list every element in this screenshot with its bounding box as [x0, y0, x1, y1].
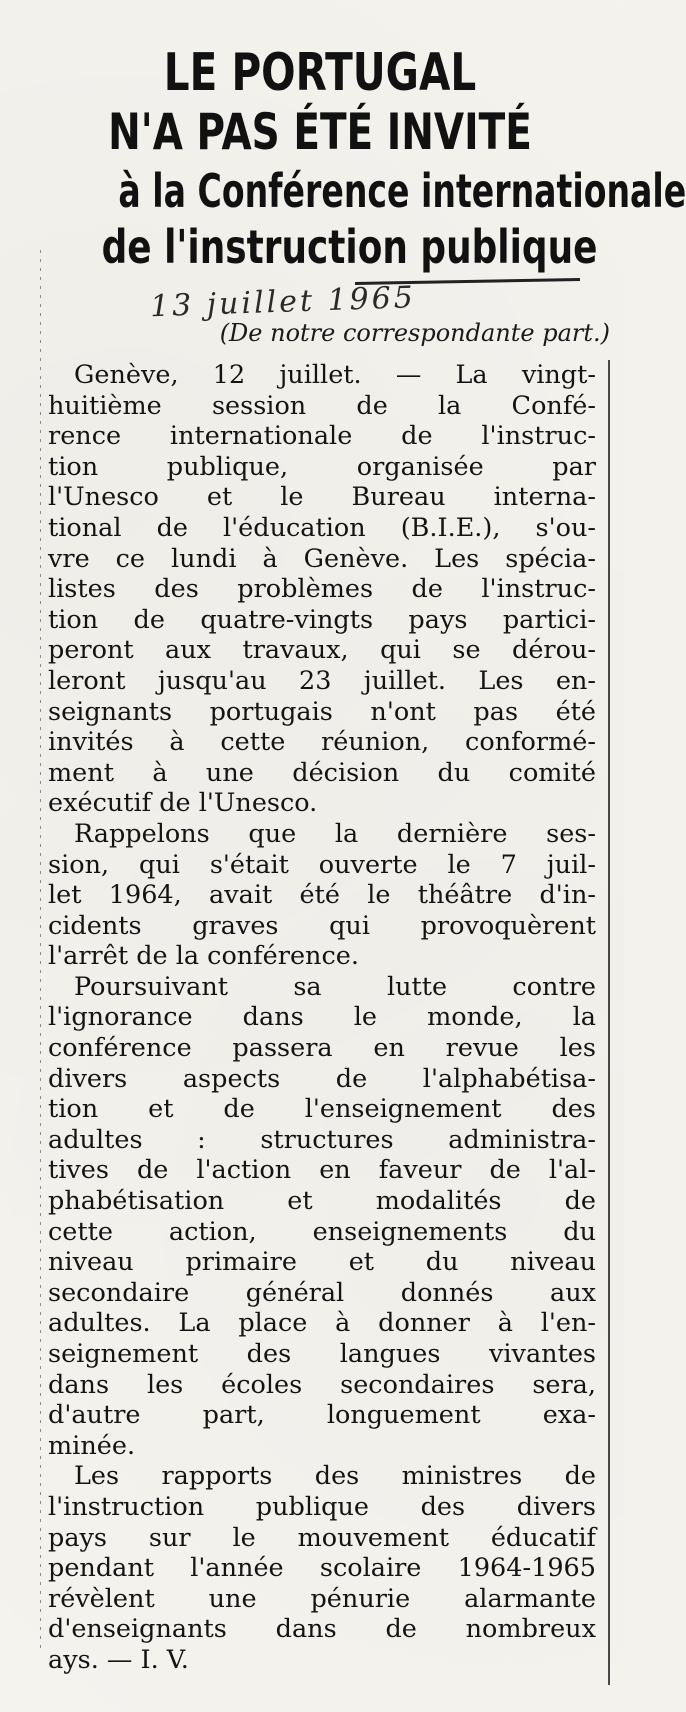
- text-line: d'autre part, longuement exa-: [48, 1400, 596, 1431]
- text-line: l'arrêt de la conférence.: [48, 941, 359, 972]
- article-body: [48, 360, 596, 1676]
- text-line: seignement des langues vivantes: [48, 1339, 596, 1369]
- text-line: d'enseignants dans de nombreux: [48, 1614, 596, 1645]
- text-line: rence internationale de l'instruc-: [48, 421, 596, 452]
- text-line: tives de l'action en faveur de l'al-: [48, 1155, 596, 1186]
- text-line: minée.: [48, 1430, 136, 1461]
- article-paragraph: [48, 360, 596, 819]
- text-line: l'instruction publique des divers: [48, 1491, 596, 1522]
- article-paragraph: [48, 1461, 596, 1675]
- headline: [40, 43, 686, 274]
- text-line: seignants portugais n'ont pas été: [48, 696, 596, 727]
- text-line: tion et de l'enseignement des: [48, 1094, 596, 1125]
- headline-line-2: N'A PAS ÉTÉ INVITÉ: [108, 103, 532, 161]
- text-line: cette action, enseignements du: [48, 1216, 596, 1247]
- text-line: dans les écoles secondaires sera,: [48, 1369, 596, 1400]
- text-line: divers aspects de l'alphabétisa-: [48, 1063, 596, 1094]
- text-line: listes des problèmes de l'instruc-: [48, 574, 596, 605]
- text-line: adultes. La place à donner à l'en-: [48, 1308, 596, 1339]
- text-line: invités à cette réunion, conformé-: [48, 727, 596, 758]
- text-line: Rappelons que la dernière ses-: [74, 818, 596, 849]
- text-line: Poursuivant sa lutte contre: [74, 971, 596, 1002]
- text-line: pays sur le mouvement éducatif: [48, 1522, 596, 1553]
- byline: (De notre correspondante part.): [219, 319, 610, 347]
- left-margin-dots: [40, 250, 41, 1650]
- text-line: révèlent une pénurie alarmante: [48, 1583, 596, 1614]
- headline-line-1: LE PORTUGAL: [163, 43, 477, 103]
- text-line: Les rapports des ministres de: [74, 1461, 596, 1492]
- text-line: tion de quatre-vingts pays partici-: [48, 604, 596, 635]
- text-line: ment à une décision du comité: [48, 757, 596, 788]
- text-line: vre ce lundi à Genève. Les spécia-: [48, 543, 596, 574]
- text-line: tional de l'éducation (B.I.E.), s'ou-: [48, 512, 596, 543]
- text-line: sion, qui s'était ouverte le 7 juil-: [48, 849, 596, 880]
- headline-line-4: de l'instruction publique: [101, 220, 598, 274]
- text-line: tion publique, organisée par: [48, 451, 596, 482]
- article-paragraph: [48, 972, 596, 1462]
- text-line: leront jusqu'au 23 juillet. Les en-: [48, 665, 596, 696]
- column-rule: [608, 360, 610, 1685]
- text-line: l'ignorance dans le monde, la: [48, 1002, 596, 1033]
- text-line: cidents graves qui provoquèrent: [48, 910, 596, 941]
- text-line: niveau primaire et du niveau: [48, 1247, 596, 1278]
- handwritten-date-note: 13 juillet 1965: [149, 280, 417, 325]
- text-line: huitième session de la Confé-: [48, 390, 596, 421]
- text-line: let 1964, avait été le théâtre d'in-: [48, 880, 596, 911]
- text-line: pendant l'année scolaire 1964-1965: [48, 1553, 596, 1584]
- text-line: peront aux travaux, qui se dérou-: [48, 635, 596, 666]
- text-line: l'Unesco et le Bureau interna-: [48, 482, 596, 513]
- headline-line-3: à la Conférence internationale: [118, 164, 686, 218]
- text-line: secondaire général donnés aux: [48, 1277, 596, 1308]
- text-line: ays. — I. V.: [48, 1644, 189, 1675]
- text-line: conférence passera en revue les: [48, 1033, 596, 1064]
- text-line: phabétisation et modalités de: [48, 1186, 596, 1217]
- text-line: Genève, 12 juillet. — La vingt-: [74, 360, 596, 390]
- text-line: adultes : structures administra-: [48, 1124, 596, 1155]
- text-line: exécutif de l'Unesco.: [48, 788, 318, 819]
- article-paragraph: [48, 819, 596, 972]
